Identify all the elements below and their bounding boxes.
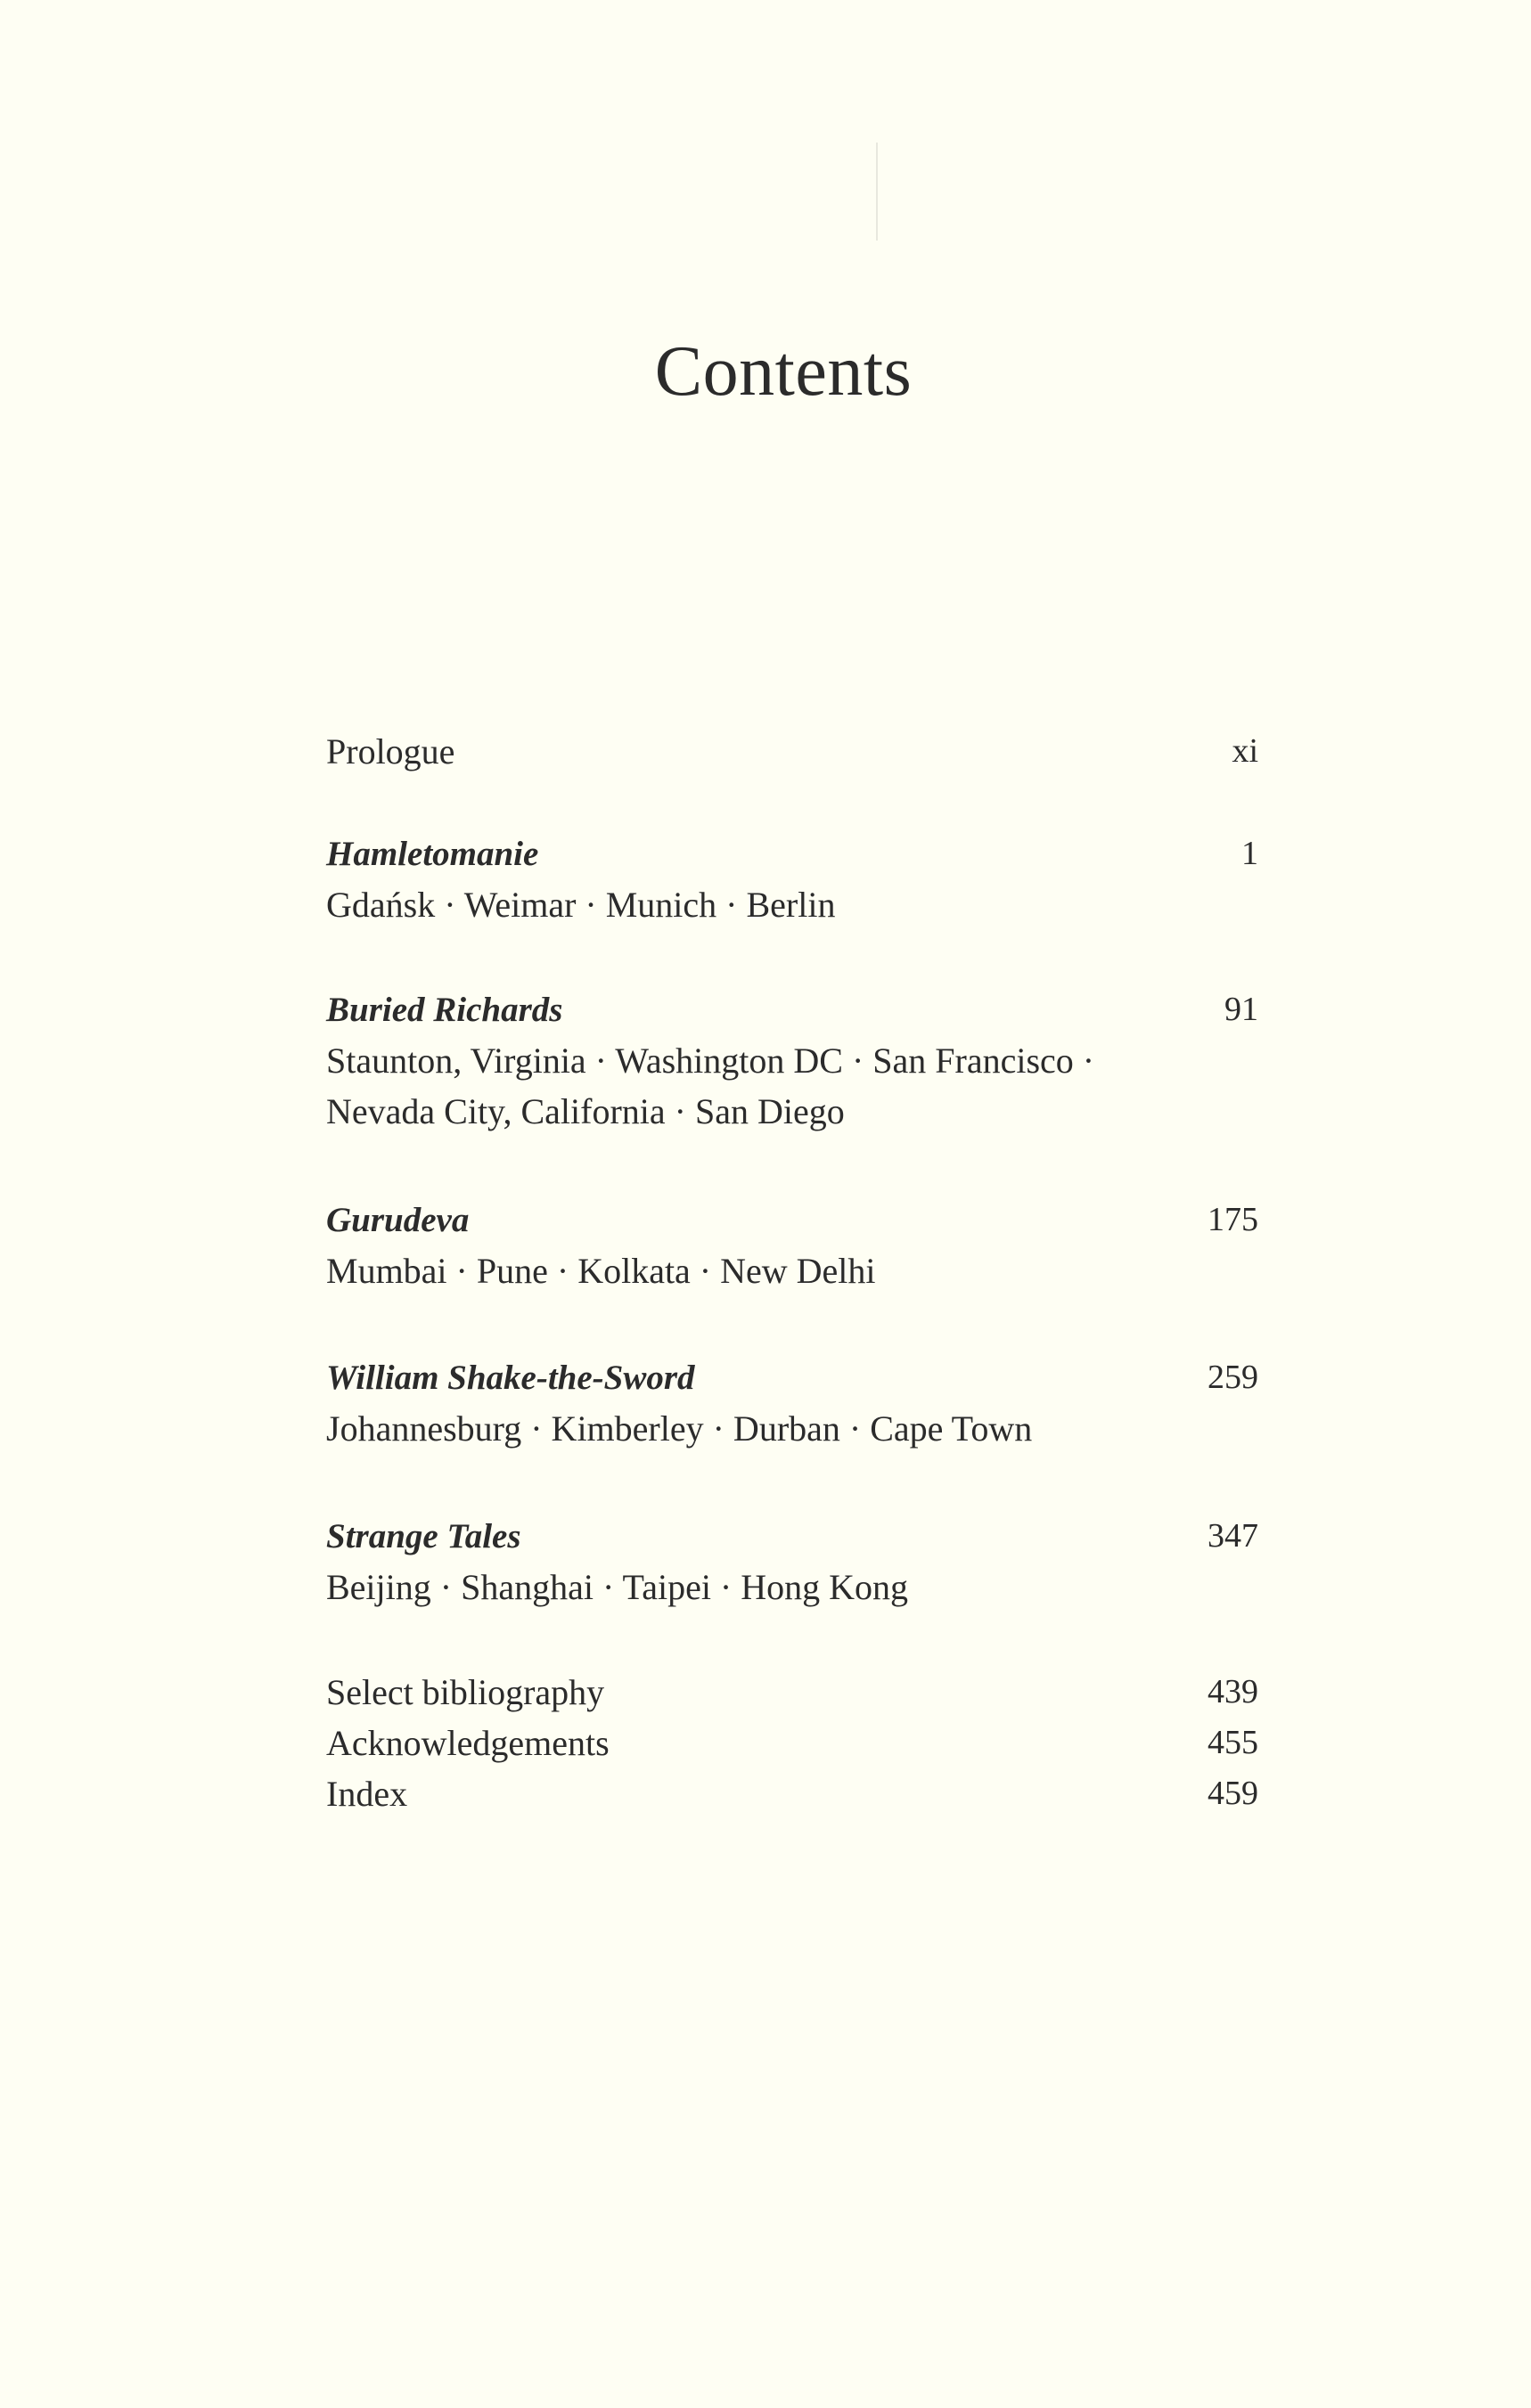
toc-page-number: 459 xyxy=(1208,1775,1258,1812)
toc-page-number: 259 xyxy=(1208,1359,1258,1396)
toc-page-number: 439 xyxy=(1208,1673,1258,1710)
toc-part-places: Johannesburg · Kimberley · Durban · Cape Town xyxy=(326,1408,1033,1449)
toc-entry-prologue[interactable] xyxy=(326,726,1258,777)
toc-entry-label: Select bibliography xyxy=(326,1672,605,1712)
toc-page-number: 1 xyxy=(1241,835,1258,872)
toc-part-buried-richards[interactable] xyxy=(326,984,1258,1035)
toc-part-hamletomanie[interactable] xyxy=(326,829,1258,879)
toc-part-strange-tales[interactable] xyxy=(326,1511,1258,1562)
toc-part-william-shake-the-sword[interactable] xyxy=(326,1352,1258,1403)
toc-entry-label: Index xyxy=(326,1774,408,1814)
toc-entry-label: Prologue xyxy=(326,731,455,771)
toc-entry-index[interactable] xyxy=(326,1768,1258,1819)
toc-part-gurudeva[interactable] xyxy=(326,1195,1258,1245)
scan-artifact-mark xyxy=(876,143,878,241)
toc-entry-label: Acknowledgements xyxy=(326,1723,610,1763)
toc-page-number: xi xyxy=(1232,732,1258,770)
toc-part-places: Gdańsk · Weimar · Munich · Berlin xyxy=(326,885,836,925)
toc-part-title: William Shake-the-Sword xyxy=(326,1359,695,1397)
toc-page-number: 91 xyxy=(1224,991,1258,1028)
toc-part-title: Buried Richards xyxy=(326,991,563,1029)
toc-entry-select-bibliography[interactable] xyxy=(326,1667,1258,1718)
toc-page-number: 175 xyxy=(1208,1201,1258,1238)
toc-part-places: Mumbai · Pune · Kolkata · New Delhi xyxy=(326,1251,876,1291)
toc-part-places: Staunton, Virginia · Washington DC · San Francisco · xyxy=(326,1041,1095,1081)
toc-part-places: Beijing · Shanghai · Taipei · Hong Kong xyxy=(326,1567,909,1607)
toc-part-title: Hamletomanie xyxy=(326,835,539,873)
toc-page-number: 347 xyxy=(1208,1517,1258,1555)
toc-part-places: Nevada City, California · San Diego xyxy=(326,1091,845,1131)
toc-page-number: 455 xyxy=(1208,1724,1258,1761)
toc-part-title: Strange Tales xyxy=(326,1517,521,1555)
page-title: Contents xyxy=(654,332,913,411)
toc-entry-acknowledgements[interactable] xyxy=(326,1718,1258,1768)
toc-part-title: Gurudeva xyxy=(326,1201,470,1239)
